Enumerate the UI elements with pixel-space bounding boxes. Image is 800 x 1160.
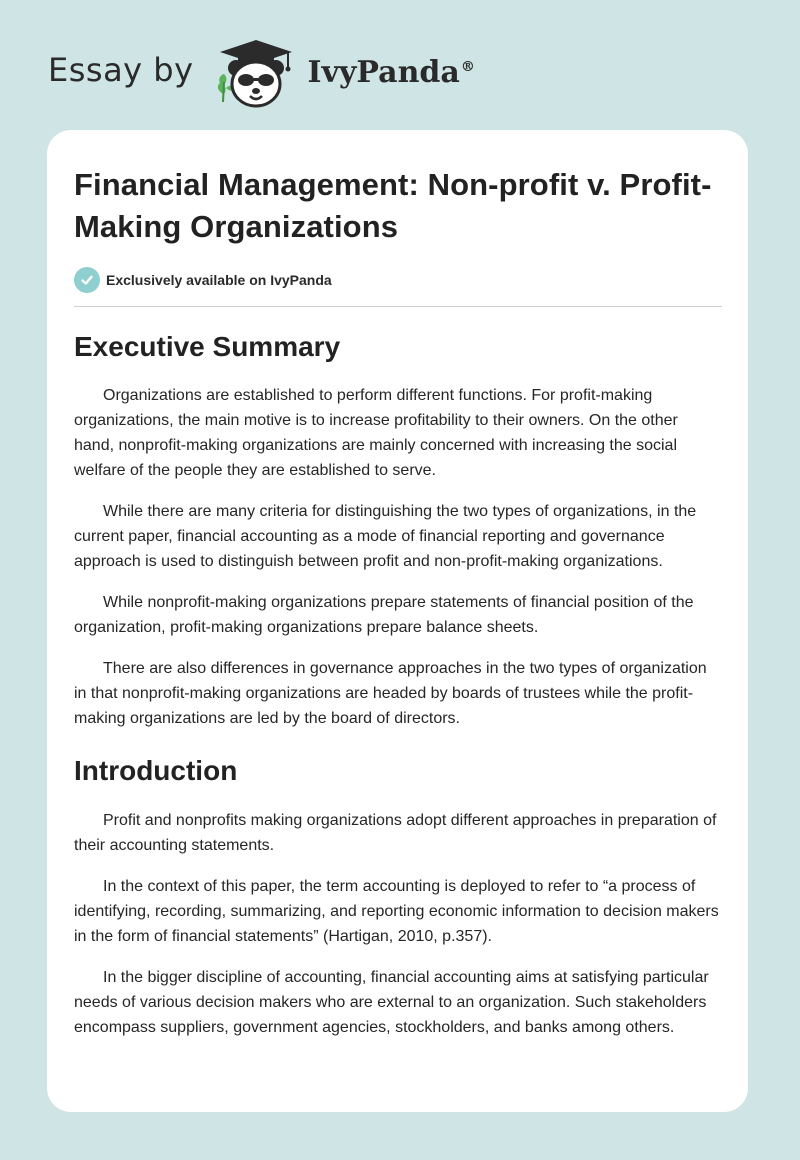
brand-name[interactable]: [308, 55, 475, 90]
divider: [74, 306, 722, 307]
paragraph: In the context of this paper, the term accounting is deployed to refer to “a process of identifying, recording, summarizing, and reporting economic information to decision makers in the form of financial statements” (Hartigan, 2010, p.357).: [74, 878, 719, 945]
section-executive-summary: [74, 329, 722, 731]
check-icon: [74, 267, 100, 293]
panda-logo-icon[interactable]: [208, 38, 304, 110]
exclusive-badge: [74, 266, 722, 294]
section-heading: Introduction: [74, 755, 238, 786]
page-title: Financial Management: Non-profit v. Profit-Making Organizations: [74, 167, 712, 244]
brand-header: [48, 34, 475, 114]
paragraph: Profit and nonprofits making organizations adopt different approaches in preparation of their accounting statements.: [74, 812, 717, 854]
paragraph: While nonprofit-making organizations prepare statements of financial position of the organization, profit-making organizations prepare balance sheets.: [74, 594, 694, 636]
brand-name-text: IvyPanda: [307, 54, 460, 90]
article-card: [47, 130, 748, 1112]
section-introduction: [74, 753, 722, 1040]
paragraph: Organizations are established to perform different functions. For profit-making organizations, the main motive is to increase profitability to their owners. On the other hand, nonprofit-making organizations are mainly concerned with increasing the social welfare of the people they are established to serve.: [74, 387, 678, 479]
paragraph: While there are many criteria for distinguishing the two types of organizations, in the current paper, financial accounting as a mode of financial reporting and governance approach is used to distinguish between profit and non-profit-making organizations.: [74, 503, 697, 570]
paragraph: There are also differences in governance approaches in the two types of organization in that nonprofit-making organizations are headed by boards of trustees while the profit-making organizations are led by the board of directors.: [74, 660, 707, 727]
exclusive-badge-text: Exclusively available on IvyPanda: [106, 272, 332, 288]
essay-by-label: Essay by: [48, 51, 194, 89]
registered-mark: ®: [460, 58, 475, 75]
paragraph: In the bigger discipline of accounting, financial accounting aims at satisfying particular needs of various decision makers who are external to an organization. Such stakeholders encompass suppliers, government agencies, stockholders, and banks among others.: [74, 969, 709, 1036]
section-heading: Executive Summary: [74, 331, 341, 362]
